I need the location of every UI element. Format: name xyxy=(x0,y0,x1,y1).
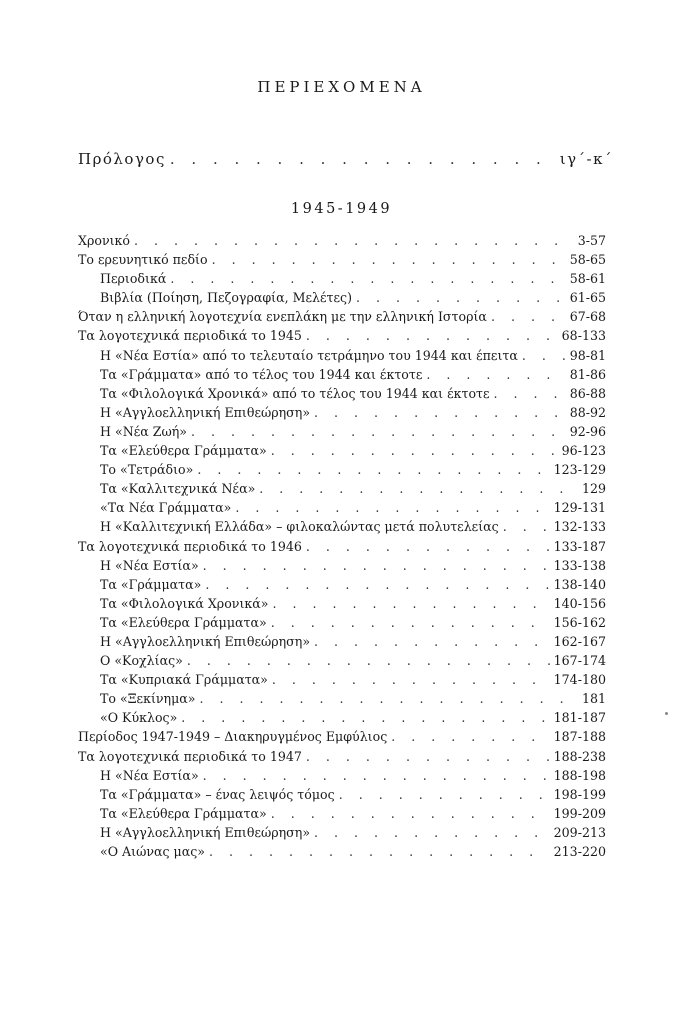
toc-entry xyxy=(78,250,606,269)
toc-entry-pages: 123-129 xyxy=(553,462,606,478)
toc-entry-pages: 3-57 xyxy=(577,233,606,248)
toc-entry-label: Η «Νέα Ζωή» xyxy=(100,423,188,439)
toc-entry-label: Τα «Φιλολογικά Χρονικά» xyxy=(100,595,269,611)
dot-leader xyxy=(134,231,572,250)
toc-entry-pages: 188-238 xyxy=(553,748,606,764)
toc-entry-pages: 98-81 xyxy=(569,347,606,363)
toc-entry-pages: 198-199 xyxy=(553,786,606,802)
dot-leader xyxy=(306,747,550,766)
page-title: ΠΕΡΙΕΧΟΜΕΝΑ xyxy=(257,78,426,96)
toc-entry-label: Η «Νέα Εστία» xyxy=(100,767,199,783)
toc-entry xyxy=(78,326,606,345)
dot-leader xyxy=(306,537,550,556)
toc-entry-label: Η «Αγγλοελληνική Επιθεώρηση» xyxy=(100,633,311,649)
dot-leader xyxy=(356,288,566,307)
toc-entry xyxy=(78,689,606,708)
toc-entry xyxy=(78,365,606,384)
dot-leader xyxy=(503,517,550,536)
dot-leader xyxy=(235,498,549,517)
dot-leader xyxy=(314,403,566,422)
toc-entry-label: Τα λογοτεχνικά περιοδικά το 1946 xyxy=(78,538,302,554)
toc-entry-pages: 187-188 xyxy=(553,729,606,745)
toc-entry xyxy=(78,231,606,250)
toc-entry xyxy=(78,384,606,403)
dot-leader xyxy=(259,479,572,498)
toc-entry-label: Τα «Καλλιτεχνικά Νέα» xyxy=(100,481,256,497)
toc-entry xyxy=(78,288,606,307)
section-title: 1945-1949 xyxy=(290,201,393,217)
toc-entry xyxy=(78,708,606,727)
toc-entry-label: Ο «Κοχλίας» xyxy=(100,653,183,669)
toc-entry-pages: 58-61 xyxy=(569,271,606,287)
toc-entry-pages: 68-133 xyxy=(561,328,606,344)
dot-leader xyxy=(191,422,566,441)
toc-entry-pages: 174-180 xyxy=(553,672,606,688)
toc-entry-pages: 88-92 xyxy=(569,404,606,420)
toc-entry xyxy=(78,670,606,689)
toc-entry-label: «Ο Αιώνας μας» xyxy=(100,844,205,859)
dot-leader xyxy=(170,269,565,288)
toc-entry-pages: 67-68 xyxy=(569,309,606,325)
toc-entry xyxy=(78,727,606,746)
toc-entry-pages: 181 xyxy=(581,691,606,707)
dot-leader xyxy=(494,384,566,403)
toc-entry-label: Τα «Γράμματα» – ένας λειψός τόμος xyxy=(100,786,335,802)
toc-entry xyxy=(78,517,606,536)
dot-leader xyxy=(170,150,556,168)
toc-entry xyxy=(78,403,606,422)
toc-entry xyxy=(78,823,606,842)
toc-entry xyxy=(78,479,606,498)
toc-entry-pages: 156-162 xyxy=(553,614,606,630)
dot-leader xyxy=(203,556,550,575)
dot-leader xyxy=(314,632,550,651)
toc-entry-label: Τα «Φιλολογικά Χρονικά» από το τέλος του 1944 και έκτοτε xyxy=(100,385,490,401)
dot-leader xyxy=(391,727,549,746)
toc-entry-pages: 129 xyxy=(581,481,606,497)
toc-entry xyxy=(78,441,606,460)
toc-entry-label: Τα «Ελεύθερα Γράμματα» xyxy=(100,614,267,630)
toc-entry-pages: 92-96 xyxy=(569,423,606,439)
toc-entry-label: Περίοδος 1947-1949 – Διακηρυγμένος Εμφύλιος xyxy=(78,729,388,745)
toc-entry xyxy=(78,785,606,804)
toc-entry-pages: 132-133 xyxy=(553,519,606,535)
toc-entry-label: Χρονικό xyxy=(78,233,130,248)
toc-entry-pages: 181-187 xyxy=(553,710,606,726)
toc-prologue-entry xyxy=(78,150,613,168)
dot-leader xyxy=(271,441,558,460)
toc-entry xyxy=(78,537,606,556)
toc-entry xyxy=(78,766,606,785)
toc-entry-label: Όταν η ελληνική λογοτεχνία ενεπλάκη με την ελληνική Ιστορία xyxy=(78,309,487,325)
dot-leader xyxy=(197,460,549,479)
toc-entry-pages: 61-65 xyxy=(569,290,606,306)
toc-entry xyxy=(78,269,606,288)
toc-entry xyxy=(78,498,606,517)
toc-entry-label: «Ο Κύκλος» xyxy=(100,710,178,726)
dot-leader xyxy=(426,365,565,384)
toc-entry-label: Η «Αγγλοελληνική Επιθεώρηση» xyxy=(100,824,311,840)
dot-leader xyxy=(205,575,549,594)
toc-entry-label: Τα «Ελεύθερα Γράμματα» xyxy=(100,443,267,459)
toc-entry-label: Το ερευνητικό πεδίο xyxy=(78,252,208,268)
prologue-label: Πρόλογος xyxy=(78,150,166,168)
toc-entry-label: Τα λογοτεχνικά περιοδικά το 1947 xyxy=(78,748,302,764)
toc-entry-label: Τα «Ελεύθερα Γράμματα» xyxy=(100,805,267,821)
toc-entry-label: Το «Ξεκίνημα» xyxy=(100,691,196,707)
toc-entry xyxy=(78,575,606,594)
toc-entry xyxy=(78,460,606,479)
dot-leader xyxy=(209,842,550,861)
toc-list xyxy=(78,231,606,861)
toc-entry-pages: 213-220 xyxy=(553,844,606,859)
toc-entry-label: Τα «Κυπριακά Γράμματα» xyxy=(100,672,268,688)
dot-leader xyxy=(491,307,566,326)
toc-entry-pages: 58-65 xyxy=(569,252,606,268)
toc-entry-label: «Τα Νέα Γράμματα» xyxy=(100,500,232,516)
dot-leader xyxy=(306,326,558,345)
toc-entry xyxy=(78,613,606,632)
toc-entry-label: Τα «Γράμματα» xyxy=(100,576,202,592)
dot-leader xyxy=(271,613,550,632)
dot-leader xyxy=(203,766,550,785)
toc-entry-label: Περιοδικά xyxy=(100,271,167,287)
toc-entry xyxy=(78,422,606,441)
toc-entry-pages: 199-209 xyxy=(553,805,606,821)
toc-entry xyxy=(78,346,606,365)
toc-entry-pages: 129-131 xyxy=(553,500,606,516)
toc-entry-pages: 86-88 xyxy=(569,385,606,401)
page-speck xyxy=(665,712,668,715)
toc-entry-label: Η «Νέα Εστία» xyxy=(100,557,199,573)
dot-leader xyxy=(522,346,566,365)
dot-leader xyxy=(314,823,550,842)
toc-entry-pages: 188-198 xyxy=(553,767,606,783)
toc-entry xyxy=(78,747,606,766)
toc-entry-pages: 81-86 xyxy=(569,366,606,382)
toc-entry xyxy=(78,804,606,823)
dot-leader xyxy=(272,594,549,613)
dot-leader xyxy=(339,785,550,804)
dot-leader xyxy=(181,708,549,727)
dot-leader xyxy=(272,670,550,689)
toc-entry-pages: 138-140 xyxy=(553,576,606,592)
toc-entry xyxy=(78,632,606,651)
toc-entry xyxy=(78,594,606,613)
dot-leader xyxy=(199,689,572,708)
dot-leader xyxy=(271,804,550,823)
toc-entry-label: Το «Τετράδιο» xyxy=(100,462,194,478)
dot-leader xyxy=(187,651,550,670)
toc-entry-pages: 133-138 xyxy=(553,557,606,573)
toc-entry-pages: 133-187 xyxy=(553,538,606,554)
toc-entry-pages: 96-123 xyxy=(561,443,606,459)
toc-entry-pages: 167-174 xyxy=(553,653,606,669)
toc-entry-pages: 140-156 xyxy=(553,595,606,611)
toc-entry-label: Η «Αγγλοελληνική Επιθεώρηση» xyxy=(100,404,311,420)
toc-entry-label: Η «Νέα Εστία» από το τελευταίο τετράμηνο του 1944 και έπειτα xyxy=(100,347,518,363)
toc-entry xyxy=(78,556,606,575)
toc-entry-label: Η «Καλλιτεχνική Ελλάδα» – φιλοκαλώντας μετά πολυτελείας xyxy=(100,519,499,535)
toc-entry-pages: 162-167 xyxy=(553,633,606,649)
toc-entry-label: Τα λογοτεχνικά περιοδικά το 1945 xyxy=(78,328,302,344)
toc-entry xyxy=(78,842,606,861)
toc-entry-pages: 209-213 xyxy=(553,824,606,840)
prologue-pages: ιγ΄-κ΄ xyxy=(559,150,613,168)
toc-entry xyxy=(78,651,606,670)
toc-entry-label: Τα «Γράμματα» από το τέλος του 1944 και έκτοτε xyxy=(100,366,423,382)
dot-leader xyxy=(212,250,566,269)
toc-entry xyxy=(78,307,606,326)
toc-entry-label: Βιβλία (Ποίηση, Πεζογραφία, Μελέτες) xyxy=(100,290,353,306)
